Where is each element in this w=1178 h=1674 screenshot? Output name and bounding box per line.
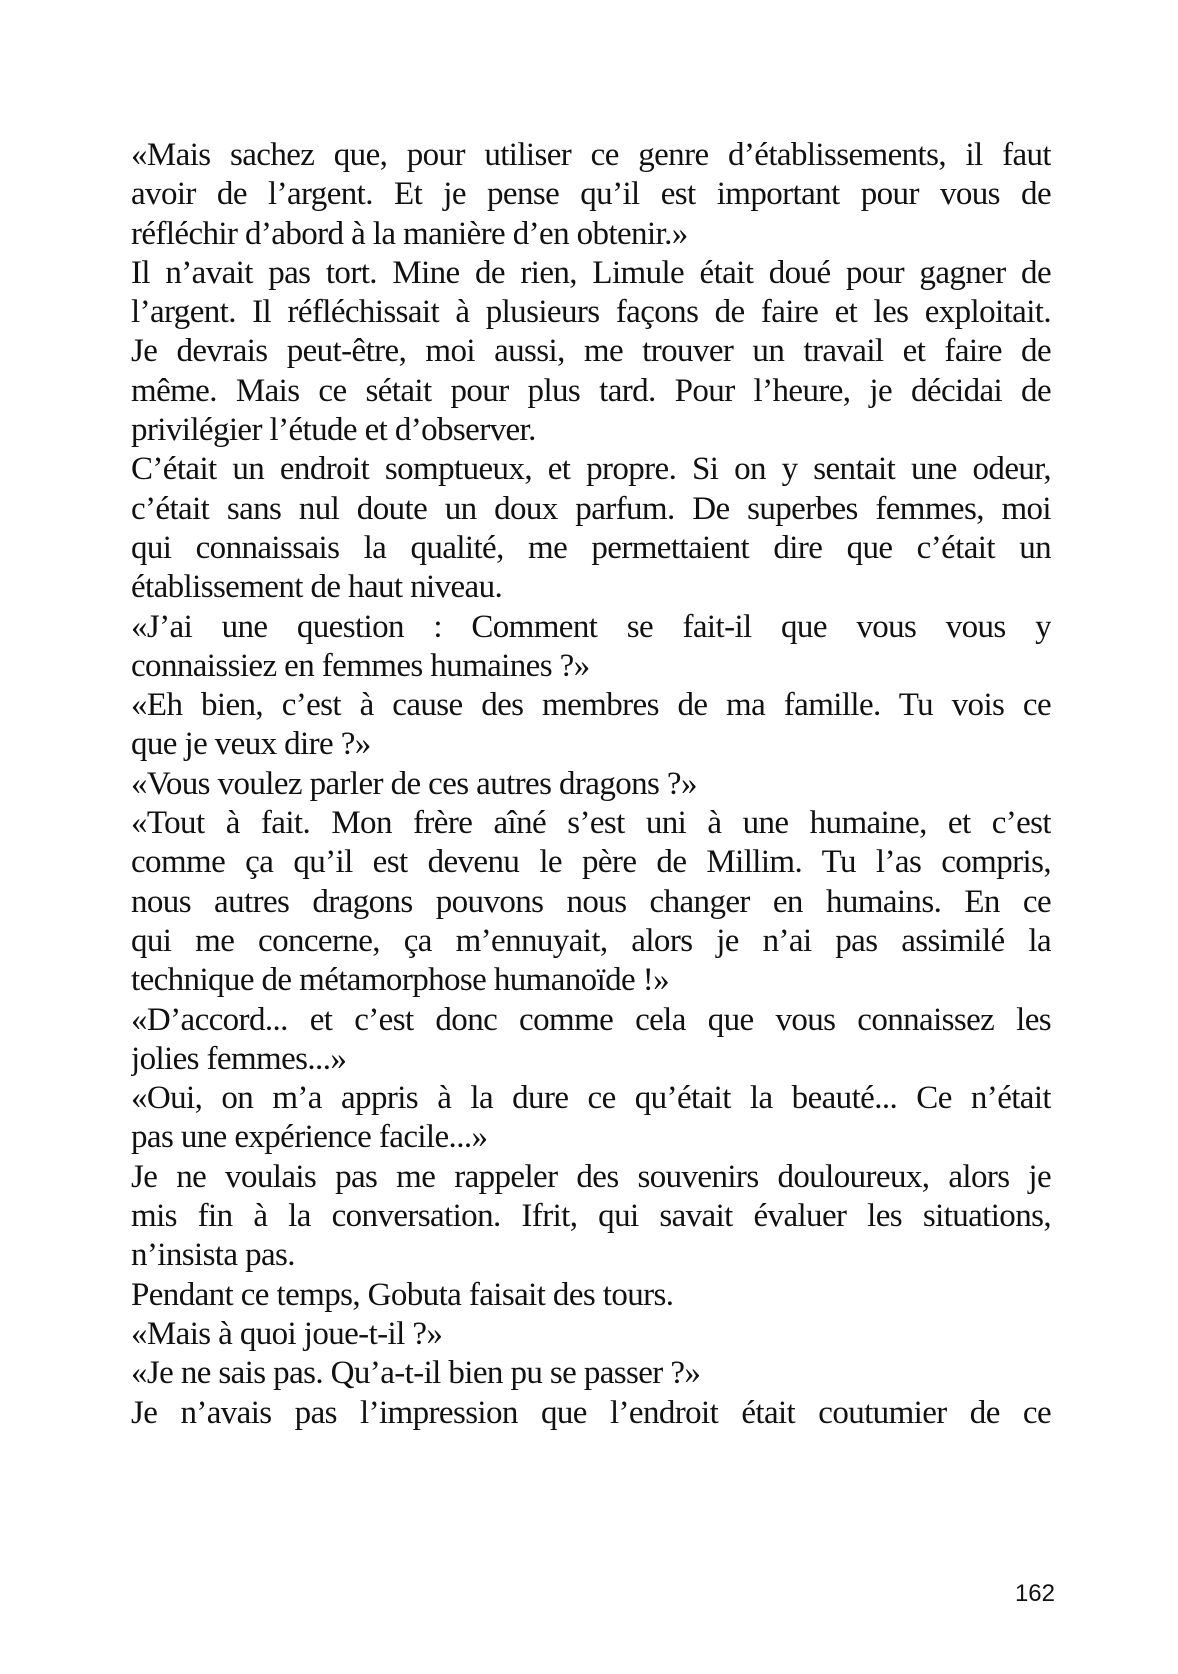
text-line: technique de métamorphose humanoïde !» (131, 962, 670, 999)
text-line: même. Mais ce sétait pour plus tard. Pour l’heure, je décidai de (131, 372, 1051, 409)
text-line: «Tout à fait. Mon frère aîné s’est uni à une humaine, et c’est (131, 805, 1051, 842)
text-line: connaissiez en femmes humaines ?» (131, 647, 590, 684)
text-line: avoir de l’argent. Et je pense qu’il est important pour vous de (131, 176, 1051, 213)
text-line: réfléchir d’abord à la manière d’en obtenir.» (131, 215, 688, 252)
text-line: «Vous voulez parler de ces autres dragons ?» (131, 765, 697, 802)
text-line: comme ça qu’il est devenu le père de Millim. Tu l’as compris, (131, 844, 1051, 881)
text-line: «J’ai une question : Comment se fait-il que vous vous y (131, 608, 1051, 645)
text-line: Il n’avait pas tort. Mine de rien, Limule était doué pour gagner de (131, 254, 1051, 291)
paragraph (131, 254, 1051, 450)
text-line: privilégier l’étude et d’observer. (131, 412, 536, 449)
text-line: n’insista pas. (131, 1237, 295, 1274)
text-line: jolies femmes...» (131, 1040, 347, 1077)
text-line: mis fin à la conversation. Ifrit, qui savait évaluer les situations, (131, 1198, 1051, 1235)
paragraph (131, 765, 1051, 804)
text-line: établissement de haut niveau. (131, 569, 503, 606)
text-line: Je ne voulais pas me rappeler des souvenirs douloureux, alors je (131, 1158, 1051, 1195)
text-line: «Mais sachez que, pour utiliser ce genre d’établissements, il faut (131, 137, 1051, 173)
text-line: c’était sans nul doute un doux parfum. De superbes femmes, moi (131, 490, 1051, 527)
text-line: «Eh bien, c’est à cause des membres de ma famille. Tu vois ce (131, 687, 1051, 724)
paragraph (131, 608, 1051, 687)
text-line: Je devrais peut-être, moi aussi, me trouver un travail et faire de (131, 333, 1051, 370)
text-line: que je veux dire ?» (131, 726, 371, 763)
paragraph (131, 1079, 1051, 1158)
paragraph (131, 1354, 1051, 1393)
text-line: «Mais à quoi joue-t-il ?» (131, 1315, 443, 1352)
text-line: Pendant ce temps, Gobuta faisait des tours. (131, 1276, 674, 1313)
paragraph (131, 450, 1051, 607)
paragraph (131, 136, 1051, 254)
text-line: «D’accord... et c’est donc comme cela que vous connaissez les (131, 1001, 1051, 1038)
text-line: qui connaissais la qualité, me permettaient dire que c’était un (131, 529, 1051, 566)
paragraph (131, 1394, 1051, 1433)
page-number: 162 (1014, 1580, 1055, 1607)
text-line: C’était un endroit somptueux, et propre. Si on y sentait une odeur, (131, 451, 1051, 488)
text-line: Je n’avais pas l’impression que l’endroit était coutumier de ce (131, 1394, 1051, 1431)
text-line: «Oui, on m’a appris à la dure ce qu’était la beauté... Ce n’était (131, 1080, 1051, 1117)
text-line: qui me concerne, ça m’ennuyait, alors je n’ai pas assimilé la (131, 922, 1051, 959)
paragraph (131, 1315, 1051, 1354)
text-line: «Je ne sais pas. Qu’a-t-il bien pu se passer ?» (131, 1355, 701, 1392)
paragraph (131, 686, 1051, 765)
paragraph (131, 1001, 1051, 1080)
paragraph (131, 1276, 1051, 1315)
text-line: l’argent. Il réfléchissait à plusieurs façons de faire et les exploitait. (131, 294, 1051, 331)
text-line: nous autres dragons pouvons nous changer en humains. En ce (131, 883, 1051, 920)
body-text (131, 136, 1051, 1433)
paragraph (131, 804, 1051, 1000)
paragraph (131, 1158, 1051, 1276)
text-line: pas une expérience facile...» (131, 1119, 488, 1156)
